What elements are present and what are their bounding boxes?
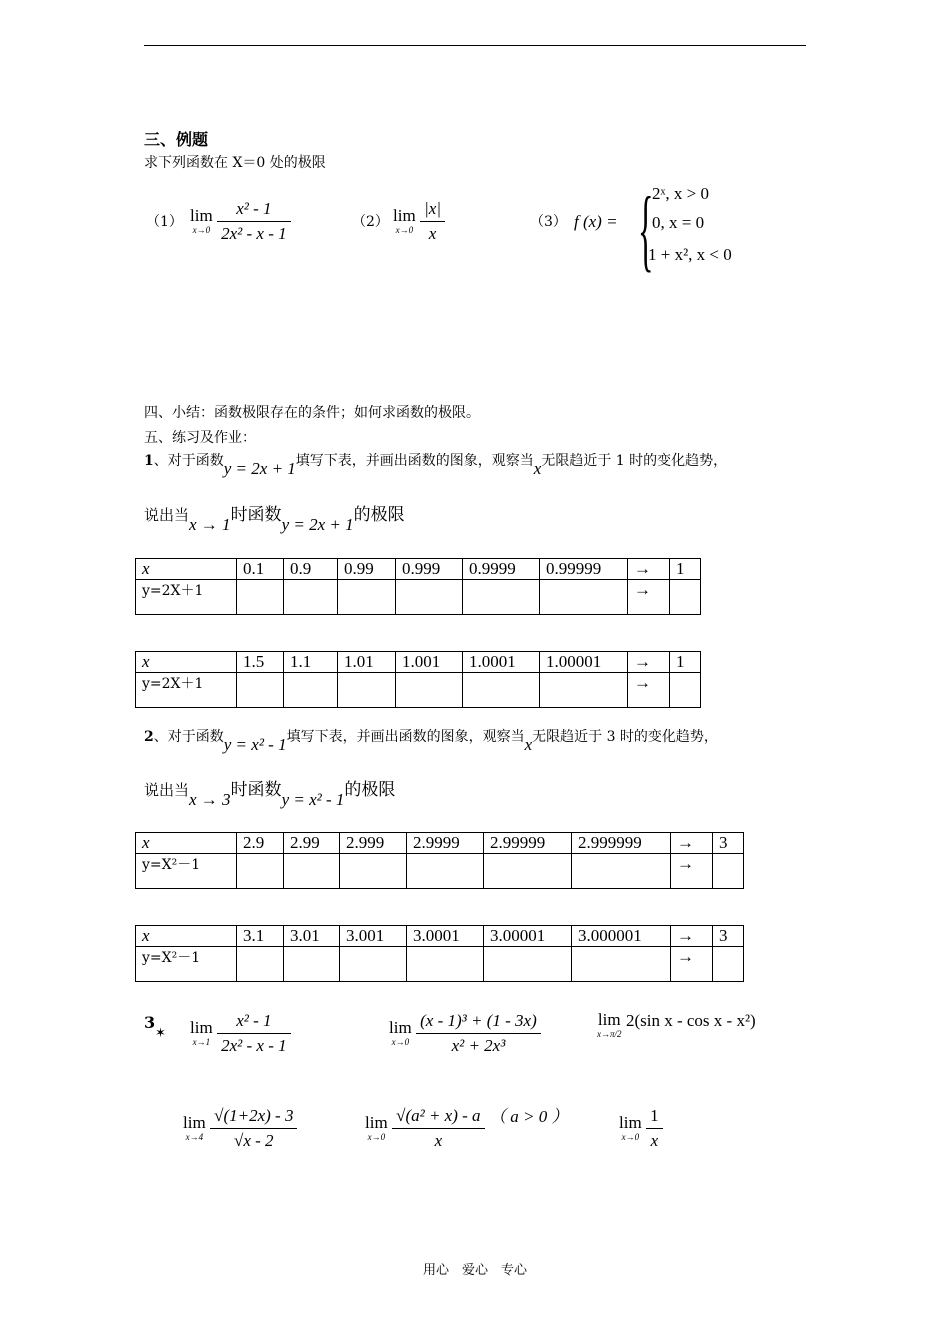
function-expr: y = x² - 1 — [281, 790, 345, 809]
table-answer-cell[interactable] — [484, 854, 572, 889]
limit-3c — [597, 1011, 756, 1039]
page-footer: 用心 爱心 专心 — [422, 1263, 527, 1278]
fraction-numerator: x² - 1 — [217, 199, 291, 222]
table-header-row — [136, 833, 744, 854]
question-text: 无限趋近于 3 时的变化趋势， — [532, 729, 718, 745]
table-value-cell: 1 — [670, 652, 701, 673]
condition-text: （ a > 0 ） — [489, 1107, 569, 1126]
question-2-line-1 — [144, 726, 718, 754]
variable-x: x — [533, 459, 542, 478]
table-value-cell: 1.1 — [284, 652, 338, 673]
question-1-line-1 — [144, 450, 728, 478]
question-3-number: 3 — [144, 1013, 156, 1032]
table-answer-cell[interactable] — [463, 673, 540, 708]
table-answer-cell[interactable] — [396, 673, 463, 708]
table-value-cell: 1.00001 — [540, 652, 628, 673]
table-answer-cell[interactable] — [237, 947, 284, 982]
piecewise-case-1: 2ˣ, x > 0 — [652, 184, 710, 203]
question-2-line-2 — [144, 775, 396, 809]
table-answer-cell: → — [671, 854, 713, 889]
question-text: 时函数 — [230, 780, 282, 800]
section-5-title: 五、练习及作业： — [144, 430, 256, 446]
example-1-label: （1） — [146, 214, 183, 230]
fraction-denominator: 2x² - x - 1 — [221, 223, 287, 243]
section-3-prompt: 求下列函数在 X＝0 处的极限 — [144, 155, 326, 171]
table-answer-cell[interactable] — [670, 673, 701, 708]
table-answer-cell[interactable] — [713, 947, 744, 982]
example-3-label: （3） — [530, 214, 567, 230]
table-answer-cell: → — [671, 947, 713, 982]
question-text: 说出当 — [144, 781, 190, 799]
fraction-denominator: x² + 2x³ — [451, 1035, 506, 1055]
table-value-cell: 3.00001 — [484, 926, 572, 947]
function-expr: y = x² - 1 — [223, 735, 287, 754]
table-value-cell: 1 — [670, 559, 701, 580]
table-value-cell: 1.5 — [237, 652, 284, 673]
question-text: 填写下表，并画出函数的图象，观察当 — [286, 729, 525, 745]
lim-word: lim — [619, 1113, 642, 1133]
table-answer-cell[interactable] — [284, 854, 340, 889]
table-value-cell: 2.9999 — [407, 833, 484, 854]
table-value-cell: 1.001 — [396, 652, 463, 673]
function-expr: y = 2x + 1 — [281, 515, 354, 534]
variable-x: x — [524, 735, 533, 754]
table-function-cell: y=2X＋1 — [136, 673, 237, 708]
table-q2-b — [135, 925, 744, 982]
table-answer-cell[interactable] — [572, 854, 671, 889]
approach-expr: x → 1 — [189, 515, 231, 534]
question-number: 1 — [144, 453, 154, 469]
question-text: 无限趋近于 1 时的变化趋势， — [541, 453, 728, 469]
table-answer-cell: → — [628, 673, 670, 708]
fraction-numerator: √(a² + x) - a — [392, 1106, 484, 1129]
table-value-cell: 0.9999 — [463, 559, 540, 580]
table-value-cell: 2.99 — [284, 833, 340, 854]
lim-sub: x→0 — [621, 1132, 640, 1143]
limit-3f — [619, 1106, 663, 1150]
table-answer-row — [136, 854, 744, 889]
section-3-title: 三、例题 — [144, 130, 209, 149]
table-answer-row — [136, 673, 701, 708]
table-answer-cell[interactable] — [284, 673, 338, 708]
limit-expression: 2(sin x - cos x - x²) — [625, 1011, 756, 1030]
fraction-denominator: 2x² - x - 1 — [221, 1035, 287, 1055]
table-value-cell: 3 — [713, 926, 744, 947]
table-value-cell: 0.99999 — [540, 559, 628, 580]
lim-sub: x→0 — [395, 225, 414, 236]
lim-sub: x→0 — [367, 1132, 386, 1143]
table-value-cell: → — [671, 926, 713, 947]
table-q2-a — [135, 832, 744, 889]
lim-word: lim — [190, 206, 213, 226]
table-answer-cell[interactable] — [284, 947, 340, 982]
section-4-summary: 四、小结：函数极限存在的条件；如何求函数的极限。 — [144, 405, 480, 421]
table-answer-cell[interactable] — [407, 854, 484, 889]
header-rule — [144, 45, 806, 46]
example-3-lhs: f (x) = — [574, 212, 618, 231]
table-value-cell: 2.999999 — [572, 833, 671, 854]
fraction-numerator: (x - 1)³ + (1 - 3x) — [416, 1011, 541, 1034]
table-header-row — [136, 926, 744, 947]
table-answer-cell[interactable] — [237, 673, 284, 708]
piecewise-brace: { — [638, 178, 654, 280]
table-answer-cell: → — [628, 580, 670, 615]
table-answer-cell[interactable] — [572, 947, 671, 982]
table-answer-cell[interactable] — [284, 580, 338, 615]
piecewise-case-3: 1 + x², x < 0 — [648, 245, 732, 264]
lim-sub: x→π/2 — [597, 1029, 622, 1039]
fraction-denominator: x — [434, 1130, 443, 1150]
table-answer-cell[interactable] — [237, 854, 284, 889]
question-text: 、对于函数 — [153, 453, 224, 469]
table-value-cell: 0.9 — [284, 559, 338, 580]
table-function-cell: y=2X＋1 — [136, 580, 237, 615]
question-text: 的极限 — [344, 780, 396, 800]
limit-3d — [183, 1106, 297, 1150]
table-variable-cell: x — [136, 926, 237, 947]
lim-word: lim — [393, 206, 416, 226]
example-2-label: （2） — [352, 214, 389, 230]
table-answer-row — [136, 580, 701, 615]
table-answer-cell[interactable] — [407, 947, 484, 982]
table-answer-cell[interactable] — [713, 854, 744, 889]
table-function-cell: y=X²－1 — [136, 854, 237, 889]
fraction-numerator: x² - 1 — [217, 1011, 291, 1034]
table-q1-a — [135, 558, 701, 615]
table-answer-cell[interactable] — [338, 673, 396, 708]
table-answer-cell[interactable] — [463, 580, 540, 615]
table-header-row — [136, 652, 701, 673]
table-value-cell: 2.99999 — [484, 833, 572, 854]
table-value-cell: 2.999 — [340, 833, 407, 854]
table-value-cell: 0.999 — [396, 559, 463, 580]
limit-3b — [389, 1011, 541, 1055]
piecewise-case-2: 0, x = 0 — [652, 213, 705, 232]
table-answer-cell[interactable] — [237, 580, 284, 615]
table-answer-cell[interactable] — [540, 673, 628, 708]
table-value-cell: → — [671, 833, 713, 854]
fraction-numerator: √(1+2x) - 3 — [210, 1106, 297, 1129]
lim-word: lim — [190, 1018, 213, 1038]
table-value-cell: 3.01 — [284, 926, 340, 947]
lim-word: lim — [389, 1018, 412, 1038]
star-icon: ✶ — [155, 1026, 166, 1041]
table-value-cell: 3.1 — [237, 926, 284, 947]
table-answer-cell[interactable] — [540, 580, 628, 615]
table-answer-row — [136, 947, 744, 982]
table-value-cell: 1.0001 — [463, 652, 540, 673]
question-text: 时函数 — [230, 505, 282, 525]
table-answer-cell[interactable] — [340, 947, 407, 982]
table-variable-cell: x — [136, 652, 237, 673]
fraction-numerator: 1 — [646, 1106, 663, 1129]
table-answer-cell[interactable] — [484, 947, 572, 982]
table-answer-cell[interactable] — [670, 580, 701, 615]
fraction-denominator: x — [650, 1130, 659, 1150]
table-value-cell: 3.0001 — [407, 926, 484, 947]
table-answer-cell[interactable] — [338, 580, 396, 615]
function-expr: y = 2x + 1 — [223, 459, 296, 478]
table-value-cell: 3.001 — [340, 926, 407, 947]
limit-3e — [365, 1106, 569, 1150]
approach-expr: x → 3 — [189, 790, 231, 809]
lim-word: lim — [365, 1113, 388, 1133]
question-1-line-2 — [144, 500, 405, 534]
table-answer-cell[interactable] — [396, 580, 463, 615]
limit-3a — [190, 1011, 291, 1055]
question-text: 说出当 — [144, 506, 190, 524]
question-text: 的极限 — [353, 505, 405, 525]
table-answer-cell[interactable] — [340, 854, 407, 889]
table-value-cell: 3.000001 — [572, 926, 671, 947]
fraction-numerator: |x| — [420, 199, 445, 222]
question-number: 2 — [144, 729, 154, 745]
table-value-cell: 0.99 — [338, 559, 396, 580]
lim-sub: x→4 — [185, 1132, 204, 1143]
table-header-row — [136, 559, 701, 580]
lim-sub: x→0 — [391, 1037, 410, 1048]
example-2-limit — [393, 199, 445, 243]
table-function-cell: y=X²－1 — [136, 947, 237, 982]
table-variable-cell: x — [136, 833, 237, 854]
table-value-cell: 2.9 — [237, 833, 284, 854]
fraction-denominator: √x - 2 — [234, 1130, 274, 1150]
lim-word: lim — [597, 1010, 621, 1029]
table-q1-b — [135, 651, 701, 708]
table-variable-cell: x — [136, 559, 237, 580]
lim-word: lim — [183, 1113, 206, 1133]
question-text: 、对于函数 — [153, 729, 224, 745]
table-value-cell: → — [628, 652, 670, 673]
table-value-cell: → — [628, 559, 670, 580]
table-value-cell: 1.01 — [338, 652, 396, 673]
question-text: 填写下表，并画出函数的图象，观察当 — [295, 453, 534, 469]
lim-sub: x→0 — [192, 225, 211, 236]
table-value-cell: 3 — [713, 833, 744, 854]
example-1-limit — [190, 199, 291, 243]
table-value-cell: 0.1 — [237, 559, 284, 580]
lim-sub: x→1 — [192, 1037, 211, 1048]
fraction-denominator: x — [428, 223, 437, 243]
